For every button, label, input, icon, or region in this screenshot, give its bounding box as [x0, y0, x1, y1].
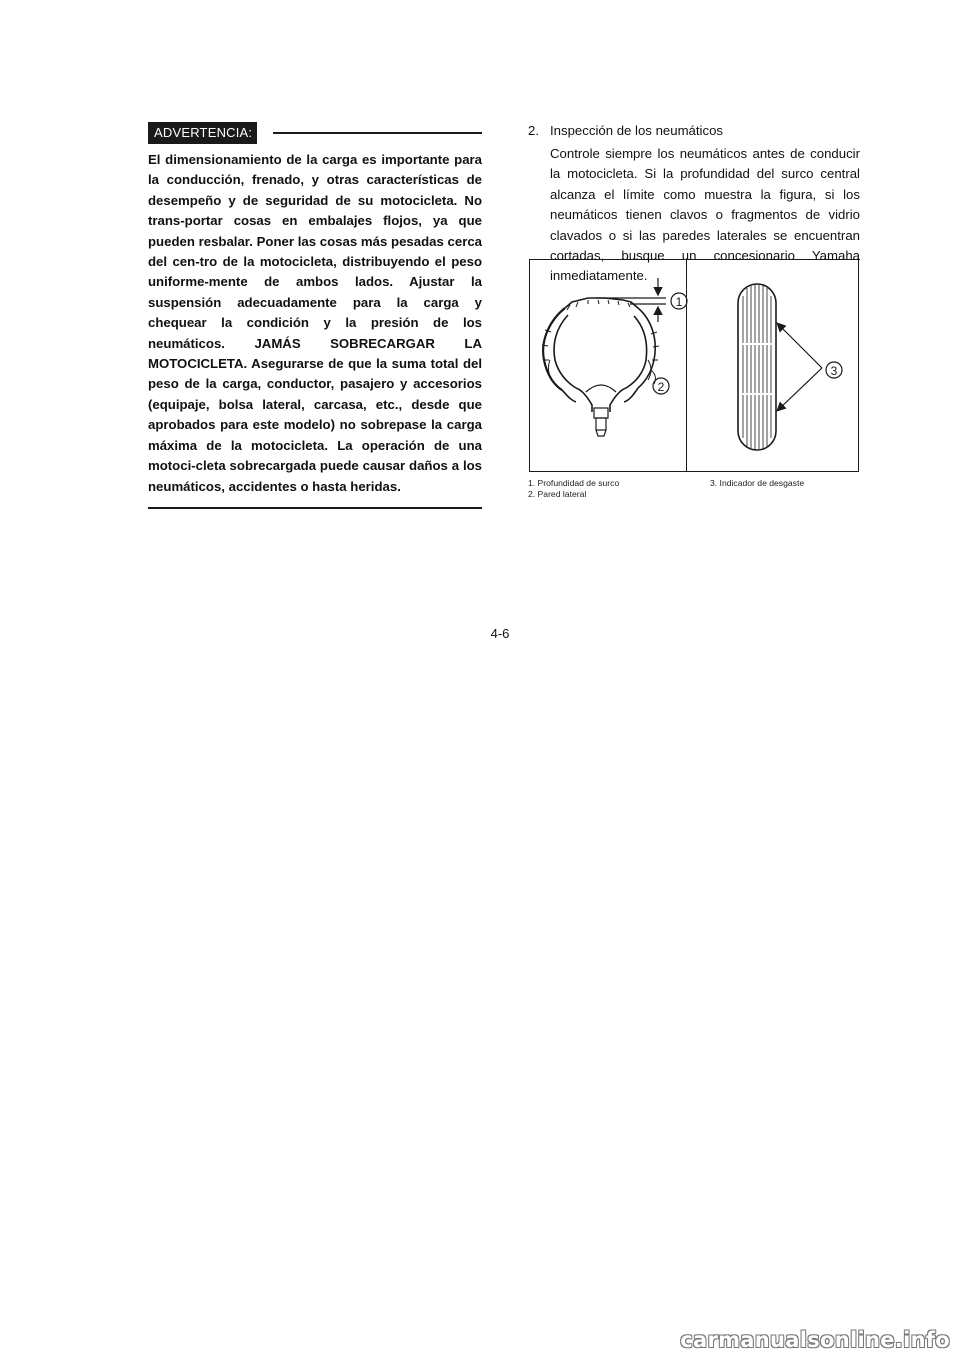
figure-caption-right — [710, 478, 804, 489]
warning-text: El dimensionamiento de la carga es importante para la conducción, frenado, y otras características de desempeño y de seguridad de su motocicleta. No trans-portar cosas en embalajes flojos, ya que pueden resbalar. Poner las cosas más pesadas cerca del cen-tro de la motocicleta, distribuyendo el peso uniforme-mente de ambos lados. Ajustar la suspensión adecuadamente para la carga y chequear la condición y la presión de los neumáticos. JAMÁS SOBRECARGAR LA MOTOCICLETA. Asegurarse de que la suma total del peso de la carga, conductor, pasajero y accesorios (equipaje, bolsa lateral, carcasa, etc., desde que aprobados para este modelo) no sobrepase la carga máxima de la motocicleta. La operación de una motoci-cleta sobrecargada puede causar daños a los neumáticos, accidentes o hasta heridas. — [148, 152, 482, 494]
caption-item-2: 2. Pared lateral — [528, 488, 587, 499]
figure-caption-left — [528, 478, 619, 499]
section-number: 2. — [528, 123, 539, 138]
warning-top-rule — [273, 132, 482, 134]
callout-2-label: 2 — [657, 380, 665, 394]
wear-indicator-arrows — [778, 324, 822, 410]
watermark: carmanualsonline.info — [680, 1328, 950, 1352]
tire-illustration — [530, 260, 860, 473]
caption-item-1: 1. Profundidad de surco — [528, 478, 620, 488]
tire-cross-section — [542, 298, 659, 436]
callout-3-label: 3 — [830, 364, 838, 378]
warning-box — [148, 120, 482, 509]
tire-tread-view — [738, 284, 776, 450]
caption-item-3: 3. Indicador de desgaste — [710, 478, 805, 488]
warning-label: ADVERTENCIA: — [148, 122, 257, 144]
section-title: Inspección de los neumáticos — [550, 123, 724, 138]
tire-figure — [529, 259, 859, 472]
section-text: Controle siempre los neumáticos antes de conducir la motocicleta. Si la profundidad del surco central alcanza el límite como muestra la figura, si los neumáticos tienen clavos o fragmentos de vidrio clavados o si las paredes laterales se encuentran cortadas, busque un concesionario Yamaha inmediatamente. — [550, 146, 860, 284]
warning-bottom-rule — [148, 507, 482, 509]
section-heading — [528, 122, 860, 140]
callout-1-label: 1 — [675, 295, 683, 309]
warning-header — [148, 120, 482, 146]
page-number: 4-6 — [490, 626, 510, 641]
tread-depth-indicator — [596, 278, 666, 322]
